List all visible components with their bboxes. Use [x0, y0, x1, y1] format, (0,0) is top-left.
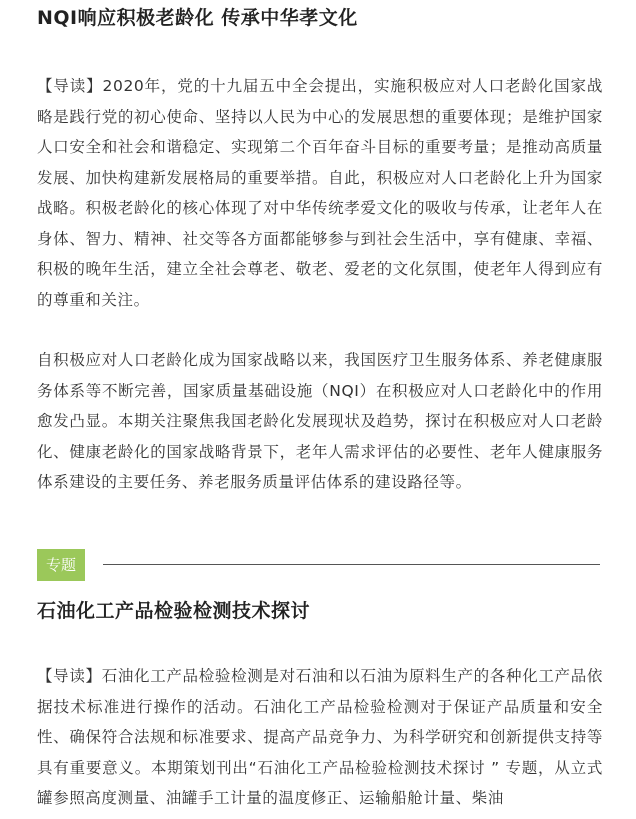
article-nqi [37, 5, 603, 491]
article-intro-paragraph: 【导读】石油化工产品检验检测是对石油和以石油为原料生产的各种化工产品依据技术标准进行操作的活动。石油化工产品检验检测对于保证产品质量和安全性、确保符合法规和标准要求、提高产品竞争力、为科学研究和创新提供支持等具有重要意义。本期策划刊出“石油化工产品检验检测技术探讨 ” 专题，从立式罐参照高度测量、油罐手工计量的温度修正、运输船舱计量、柴油 [37, 667, 603, 807]
section-tag[interactable]: 专题 [37, 549, 85, 581]
section-divider [37, 549, 600, 581]
article-body-paragraph: 自积极应对人口老龄化成为国家战略以来，我国医疗卫生服务体系、养老健康服务体系等不断完善，国家质量基础设施（NQI）在积极应对人口老龄化中的作用愈发凸显。本期关注聚焦我国老龄化发展现状及趋势，探讨在积极应对人口老龄化、健康老龄化的国家战略背景下，老年人需求评估的必要性、老年人健康服务体系建设的主要任务、养老服务质量评估体系的建设路径等。 [37, 351, 603, 491]
article-petrochemical [37, 598, 603, 807]
divider-line [103, 564, 600, 565]
article-title: 石油化工产品检验检测技术探讨 [37, 600, 311, 622]
article-title: NQI响应积极老龄化 传承中华孝文化 [37, 7, 358, 29]
article-intro-paragraph: 【导读】2020年，党的十九届五中全会提出，实施积极应对人口老龄化国家战略是践行党的初心使命、坚持以人民为中心的发展思想的重要体现；是维护国家人口安全和社会和谐稳定、实现第二个百年奋斗目标的重要考量；是推动高质量发展、加快构建新发展格局的重要举措。自此，积极应对人口老龄化上升为国家战略。积极老龄化的核心体现了对中华传统孝爱文化的吸收与传承，让老年人在身体、智力、精神、社交等各方面都能够参与到社会生活中，享有健康、幸福、积极的晚年生活，建立全社会尊老、敬老、爱老的文化氛围，使老年人得到应有的尊重和关注。 [37, 77, 603, 309]
